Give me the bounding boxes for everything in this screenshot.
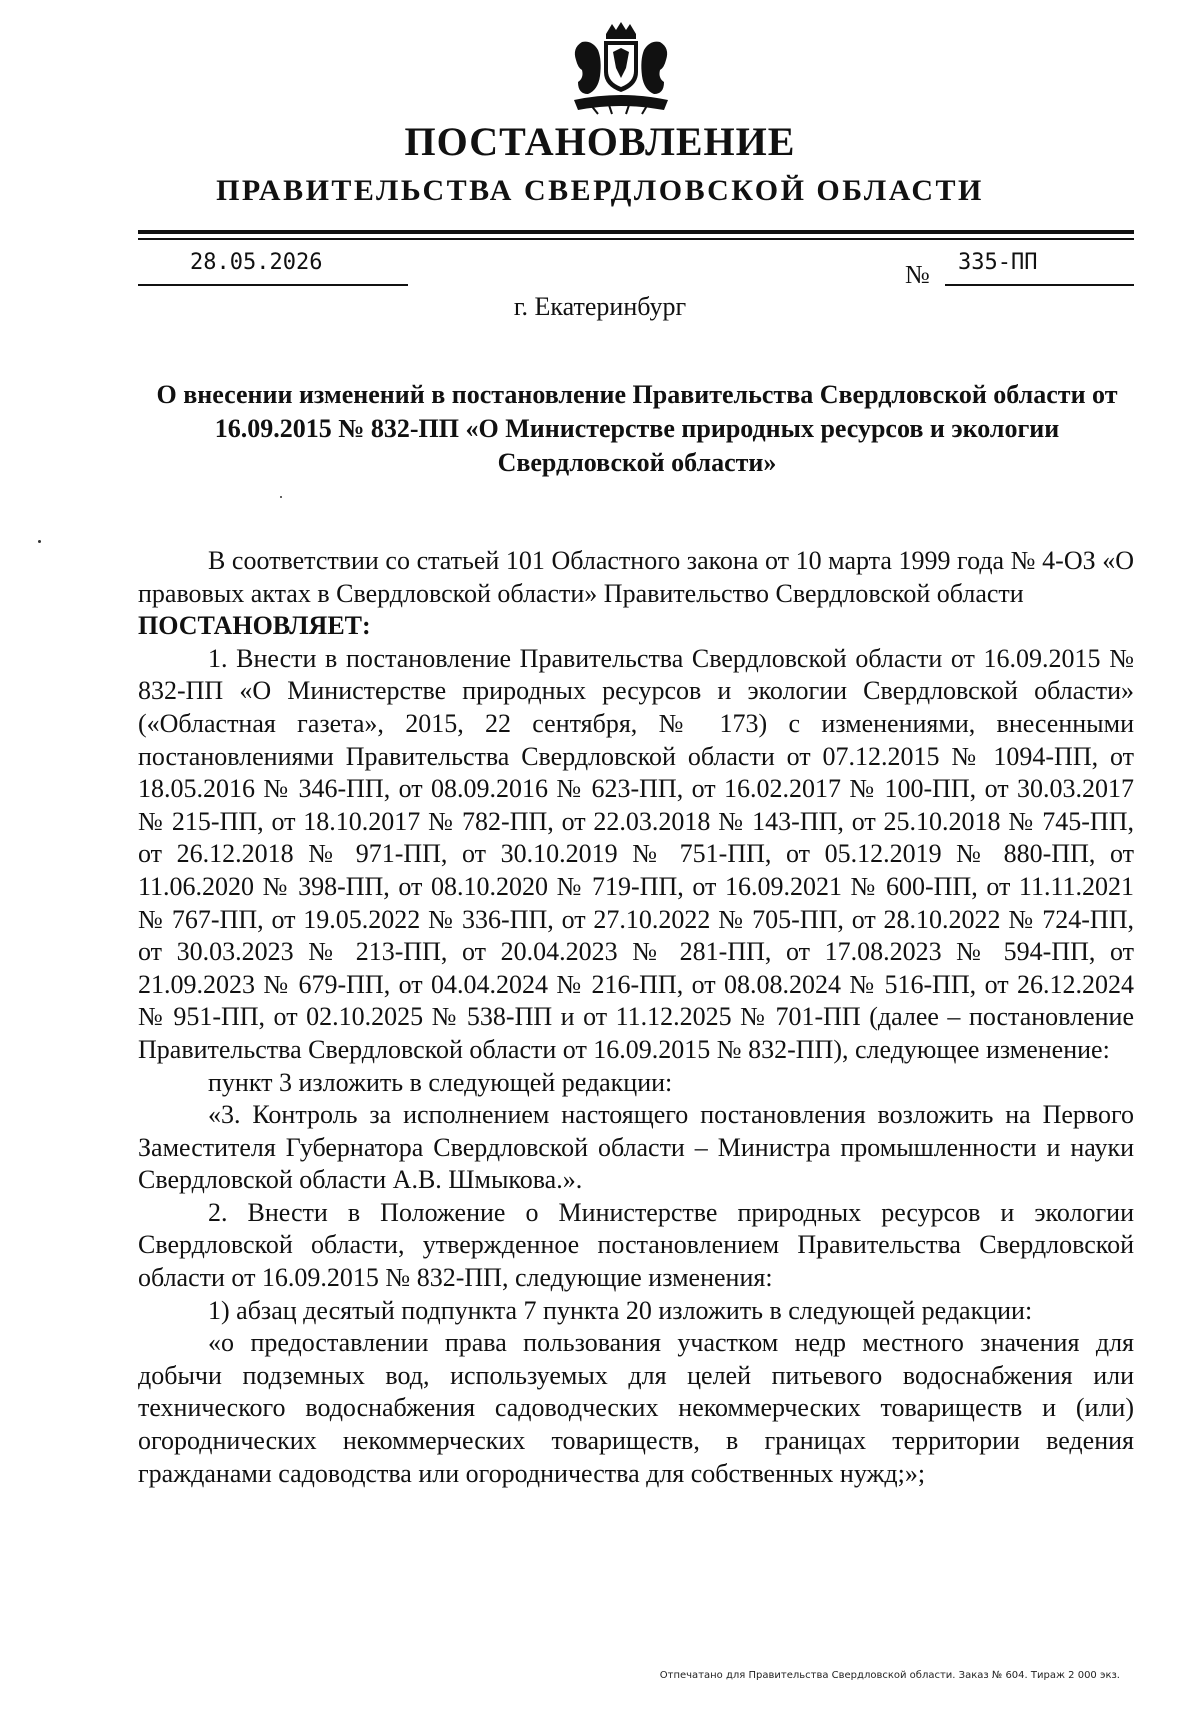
header-rule-thick (138, 230, 1134, 234)
scan-speck (38, 540, 41, 543)
city: г. Екатеринбург (513, 292, 687, 321)
header-rule-thin (138, 238, 1134, 240)
document-subject: О внесении изменений в постановление Правительства Свердловской области от 16.09.2015 № 832-ПП «О Министерстве природных ресурсов и экологии Свердловской области» (156, 380, 1118, 477)
item-1-paragraph: 1. Внести в постановление Правительства Свердловской области от 16.09.2015 № 832-ПП «О Министерстве природных ресурсов и экологии Свердловской области» («Областная газета», 2015, 22 сентября, № 173) с изменениями, внесенными постановлениями Правительства Свердловской области от 07.12.2015 № 1094-ПП, от 18.05.2016 № 346-ПП, от 08.09.2016 № 623-ПП, от 16.02.2017 № 100-ПП, от 30.03.2017 № 215-ПП, от 18.10.2017 № 782-ПП, от 22.03.2018 № 143-ПП, от 25.10.2018 № 745-ПП, от 26.12.2018 № 971-ПП, от 30.10.2019 № 751-ПП, от 05.12.2019 № 880-ПП, от 11.06.2020 № 398-ПП, от 08.10.2020 № 719-ПП, от 16.09.2021 № 600-ПП, от 11.11.2021 № 767-ПП, от 19.05.2022 № 336-ПП, от 27.10.2022 № 705-ПП, от 28.10.2022 № 724-ПП, от 30.03.2023 № 213-ПП, от 20.04.2023 № 281-ПП, от 17.08.2023 № 594-ПП, от 21.09.2023 № 679-ПП, от 04.04.2024 № 216-ПП, от 08.08.2024 № 516-ПП, от 26.12.2024 № 951-ПП, от 02.10.2025 № 538-ПП и от 11.12.2025 № 701-ПП (далее – постановление Правительства Свердловской области от 16.09.2015 № 832-ПП), следующее изменение: (138, 643, 1134, 1064)
item-2-paragraph: 2. Внести в Положение о Министерстве природных ресурсов и экологии Свердловской области, утвержденное постановлением Правительства Свердловской области от 16.09.2015 № 832-ПП, следующие изменения: (138, 1197, 1134, 1293)
document-date: 28.05.2026 (190, 250, 323, 275)
issuer-title: ПРАВИТЕЛЬСТВА СВЕРДЛОВСКОЙ ОБЛАСТИ (216, 174, 984, 207)
item-1-new-text: «3. Контроль за исполнением настоящего постановления возложить на Первого Заместителя Губернатора Свердловской области – Министра промышленности и науки Свердловской области А.В. Шмыкова.». (138, 1100, 1134, 1195)
preamble-paragraph: В соответствии со статьей 101 Областного закона от 10 марта 1999 года № 4-ОЗ «О правовых актах в Свердловской области» Правительство Свердловской области (138, 546, 1134, 608)
item-2-sub-1-new-text: «о предоставлении права пользования участком недр местного значения для добычи подземных вод, используемых для целей питьевого водоснабжения или технического водоснабжения садоводческих некоммерческих товариществ и (или) огороднических некоммерческих товариществ, в границах территории ведения гражданами садоводства или огородничества для собственных нужд;»; (138, 1328, 1134, 1488)
date-underline (138, 284, 408, 286)
coat-of-arms-icon (568, 20, 674, 116)
document-type-title: ПОСТАНОВЛЕНИЕ (404, 119, 796, 164)
number-sign: № (905, 260, 930, 289)
document-number: 335-ПП (958, 250, 1038, 275)
number-underline (945, 284, 1134, 286)
document-body (138, 545, 1134, 1490)
print-footer: Отпечатано для Правительства Свердловской области. Заказ № 604. Тираж 2 000 экз. (659, 1670, 1120, 1681)
item-2-sub-1-paragraph: 1) абзац десятый подпункта 7 пункта 20 изложить в следующей редакции: (208, 1295, 1033, 1325)
item-1-instruction: пункт 3 изложить в следующей редакции: (208, 1067, 673, 1097)
resolves-heading: ПОСТАНОВЛЯЕТ: (138, 611, 371, 641)
scan-speck (280, 496, 282, 498)
